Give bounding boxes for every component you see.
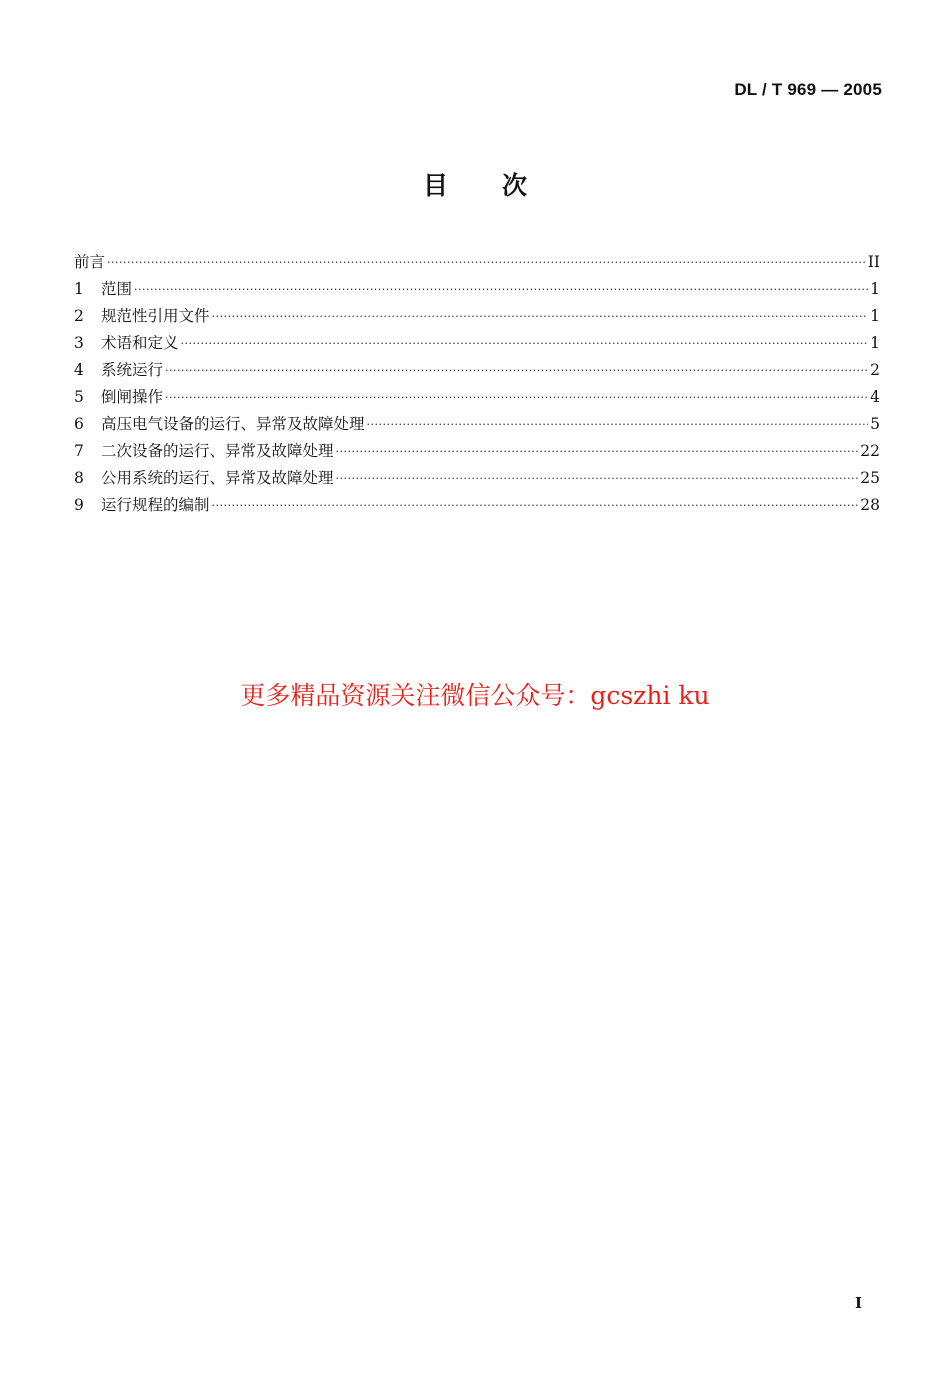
toc-entry-number: 5 — [74, 388, 84, 406]
standard-code: DL / T 969 — 2005 — [734, 80, 882, 99]
toc-entry-page: 28 — [860, 496, 880, 514]
toc-entry-foreword[interactable] — [74, 250, 880, 277]
toc-entry-page: 1 — [870, 280, 880, 298]
title-char-2: 次 — [502, 171, 528, 200]
toc-entry-page: 25 — [860, 469, 880, 487]
toc-leader-dots — [367, 418, 869, 431]
toc-entry-number: 7 — [74, 442, 84, 460]
toc-entry-6[interactable] — [74, 412, 880, 439]
toc-entry-1[interactable] — [74, 277, 880, 304]
title-char-1: 目 — [422, 171, 448, 200]
toc-leader-dots — [336, 445, 859, 458]
toc-entry-page: II — [867, 253, 880, 271]
toc-entry-label: 运行规程的编制 — [101, 496, 210, 514]
toc-entry-number: 9 — [74, 496, 84, 514]
toc-entry-5[interactable] — [74, 385, 880, 412]
toc-entry-8[interactable] — [74, 466, 880, 493]
toc-leader-dots — [336, 472, 859, 485]
toc-entry-page: 4 — [870, 388, 880, 406]
toc-entry-label: 二次设备的运行、异常及故障处理 — [101, 442, 334, 460]
toc-entry-label: 高压电气设备的运行、异常及故障处理 — [101, 415, 365, 433]
toc-entry-7[interactable] — [74, 439, 880, 466]
toc-entry-4[interactable] — [74, 358, 880, 385]
toc-leader-dots — [181, 337, 869, 350]
toc-entry-page: 22 — [860, 442, 880, 460]
toc-entry-label: 公用系统的运行、异常及故障处理 — [101, 469, 334, 487]
toc-entry-number: 1 — [74, 280, 84, 298]
toc-leader-dots — [212, 310, 869, 323]
promo-watermark-text: 更多精品资源关注微信公众号：gcszhi ku — [240, 681, 710, 710]
table-of-contents — [74, 250, 880, 520]
toc-leader-dots — [107, 256, 866, 269]
toc-leader-dots — [165, 364, 868, 377]
toc-entry-label: 系统运行 — [101, 361, 164, 379]
toc-entry-2[interactable] — [74, 304, 880, 331]
toc-entry-number: 2 — [74, 307, 84, 325]
toc-entry-9[interactable] — [74, 493, 880, 520]
page-title — [0, 166, 950, 202]
toc-entry-page: 2 — [870, 361, 880, 379]
toc-entry-label: 前言 — [74, 253, 106, 271]
toc-entry-page: 1 — [870, 334, 880, 352]
toc-entry-number: 3 — [74, 334, 84, 352]
toc-leader-dots — [212, 499, 859, 512]
toc-entry-number: 8 — [74, 469, 84, 487]
toc-entry-number: 4 — [74, 361, 84, 379]
page-number: I — [854, 1294, 862, 1312]
toc-entry-label: 术语和定义 — [101, 334, 179, 352]
toc-entry-3[interactable] — [74, 331, 880, 358]
toc-leader-dots — [134, 283, 868, 296]
toc-entry-label: 规范性引用文件 — [101, 307, 210, 325]
toc-leader-dots — [165, 391, 868, 404]
toc-entry-label: 倒闸操作 — [101, 388, 164, 406]
toc-entry-label: 范围 — [101, 280, 133, 298]
toc-entry-page: 1 — [870, 307, 880, 325]
toc-entry-page: 5 — [870, 415, 880, 433]
toc-entry-number: 6 — [74, 415, 84, 433]
